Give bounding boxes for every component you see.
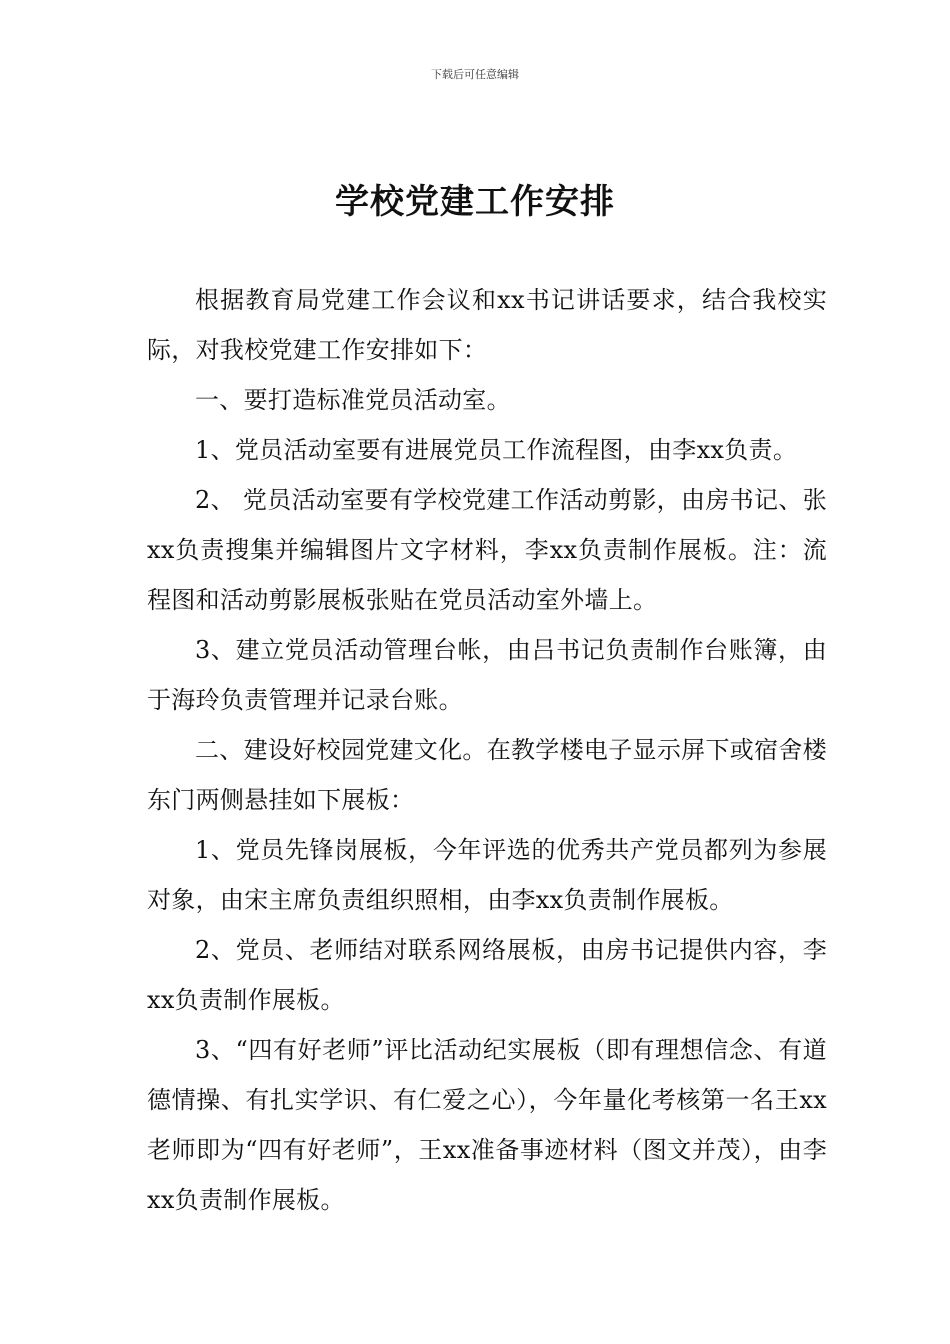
paragraph-item-2-1: 1、党员先锋岗展板，今年评选的优秀共产党员都列为参展对象，由宋主席负责组织照相，由李xx负责制作展板。 [147, 836, 827, 914]
paragraph-item-1-3: 3、建立党员活动管理台帐，由吕书记负责制作台账簿，由于海玲负责管理并记录台账。 [147, 636, 827, 714]
paragraph-item-2-2: 2、党员、老师结对联系网络展板，由房书记提供内容，李xx负责制作展板。 [147, 936, 827, 1014]
header-note: 下载后可任意编辑 [431, 68, 519, 81]
paragraph-section-2-heading: 二、建设好校园党建文化。在教学楼电子显示屏下或宿舍楼东门两侧悬挂如下展板： [147, 736, 827, 814]
paragraph-intro: 根据教育局党建工作会议和xx书记讲话要求，结合我校实际，对我校党建工作安排如下： [147, 286, 827, 364]
document-title: 学校党建工作安排 [335, 182, 615, 222]
document-body [147, 275, 827, 1225]
paragraph-item-1-1: 1、党员活动室要有进展党员工作流程图，由李xx负责。 [195, 436, 798, 464]
paragraph-section-1-heading: 一、要打造标准党员活动室。 [195, 386, 511, 414]
paragraph-item-2-3: 3、“四有好老师”评比活动纪实展板（即有理想信念、有道德情操、有扎实学识、有仁爱之心），今年量化考核第一名王xx老师即为“四有好老师”，王xx准备事迹材料（图文并茂），由李xx负责制作展板。 [147, 1036, 827, 1214]
paragraph-item-1-2: 2、 党员活动室要有学校党建工作活动剪影，由房书记、张xx负责搜集并编辑图片文字材料，李xx负责制作展板。注：流程图和活动剪影展板张贴在党员活动室外墙上。 [147, 486, 827, 614]
